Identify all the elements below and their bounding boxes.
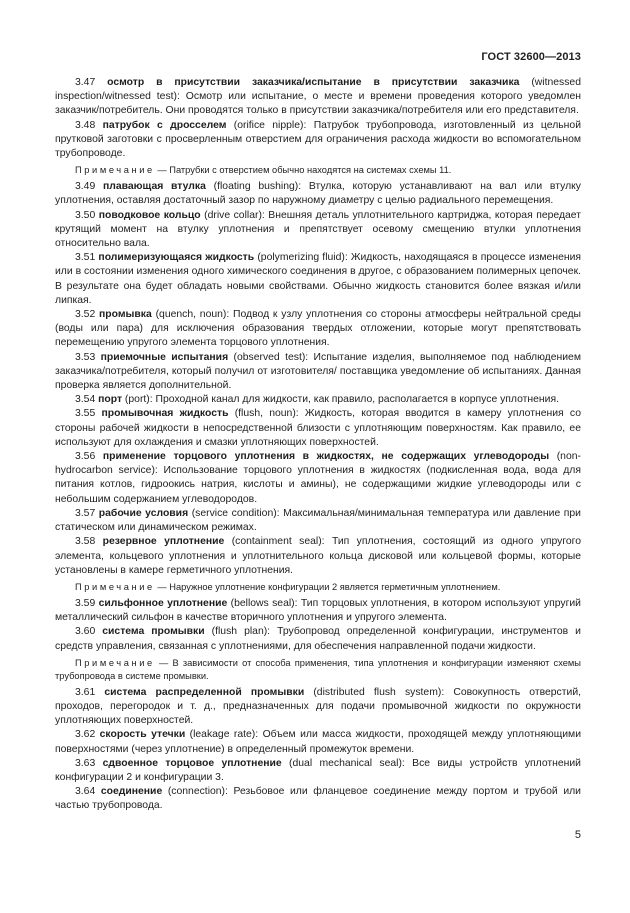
- entry-definition: (port): Проходной канал для жидкости, как правило, располагается в корпусе уплотнения.: [122, 394, 559, 406]
- entry-definition: (bellows seal): Тип торцовых уплотнения, в котором используют упругий металлический сильфон в качестве вторичного уплотнения и упругого элемента.: [55, 597, 581, 624]
- entry-definition: (floating bushing): Втулка, которую устанавливают на вал или втулку уплотнения, оставляя достаточный зазор по наружному диаметру с целью радиального перемещения.: [55, 181, 581, 207]
- page-number: 5: [574, 829, 581, 841]
- note: [55, 581, 581, 594]
- standard-header: ГОСТ 32600—2013: [481, 51, 581, 63]
- entry-term: осмотр в присутствии заказчика/испытание в присутствии заказчика: [107, 77, 520, 88]
- entry-term: применение торцового уплотнения в жидкостях, не содержащих углеводороды: [102, 451, 550, 463]
- definition-entry: [55, 76, 581, 119]
- definition-entry: [55, 597, 581, 625]
- entry-definition: (containment seal): Тип уплотнения, состоящий из одного упругого элемента, кольцевого уплотнения и уплотнительного кольца дисковой или кольцевой формы, которые установлены в камере герметичного уплотнения.: [55, 536, 581, 576]
- definition-entry: [55, 728, 581, 756]
- entry-definition: (witnessed inspection/witnessed test): Осмотр или испытание, о месте и времени проведения которого уведомлен заказчик/потребитель. Они проводятся только в присутствии заказчика/потребителя или его представителя.: [55, 77, 581, 117]
- entry-number: 3.58: [75, 536, 96, 548]
- entry-term: полимеризующаяся жидкость: [98, 252, 255, 264]
- entry-number: 3.48: [75, 119, 96, 131]
- entry-definition: (observed test): Испытание изделия, выполняемое под наблюдением заказчика/потребителя, который получил от изготовителя/ поставщика уведомление об испытаниях. Данная проверка является дополнительной.: [55, 351, 581, 392]
- definition-entry: [55, 535, 581, 578]
- definition-entry: [55, 351, 581, 394]
- definition-entry: [55, 686, 581, 729]
- definition-entry: [55, 209, 581, 252]
- definition-entry: [55, 119, 581, 162]
- entry-term: система распределенной промывки: [104, 686, 305, 698]
- definition-entry: [55, 785, 581, 813]
- note-text: — Наружное уплотнение конфигурации 2 является герметичным уплотнением.: [154, 581, 501, 592]
- entry-number: 3.56: [75, 451, 96, 463]
- entry-term: сдвоенное торцовое уплотнение: [102, 757, 282, 769]
- note-label: Примечание: [75, 581, 155, 592]
- entry-number: 3.64: [75, 786, 96, 798]
- entry-definition: (orifice nipple): Патрубок трубопровода, изготовленный из цельной прутковой заготовки с просверленным отверстием для ограничения расхода жидкости во вспомогательном трубопроводе.: [55, 119, 581, 160]
- entry-term: плавающая втулка: [103, 181, 206, 193]
- definition-entry: [55, 757, 581, 785]
- entry-term: скорость утечки: [99, 729, 186, 741]
- entry-term: приемочные испытания: [100, 351, 229, 363]
- entry-term: соединение: [100, 786, 163, 798]
- note-label: Примечание: [75, 165, 155, 176]
- entry-definition: (leakage rate): Объем или масса жидкости, проходящей между уплотняющими поверхностями (через уплотнение) в определенный промежуток времени.: [55, 729, 581, 755]
- entry-definition: (quench, noun): Подвод к узлу уплотнения со стороны атмосферы нейтральной среды (воды или пара) для исключения образования твердых отложении, которые могут препятствовать перемещению упругого элемента торцового уплотнения.: [55, 309, 582, 349]
- entry-number: 3.60: [75, 626, 96, 638]
- entry-definition: (non-hydrocarbon service): Использование торцового уплотнения в жидкостях (подкисленная вода, вода для питания котлов, гидроокись натрия, кислоты и амины), не содержащими жидкие углеводороды или с небольшим содержанием углеводородов.: [55, 451, 581, 505]
- entry-definition: (flush, noun): Жидкость, которая вводится в камеру уплотнения со стороны рабочей жидкости в непосредственной близости с уплотняющим поверхностям. Как правило, ее используют для охлаждения и смазки уплотняющих поверхностей.: [55, 408, 581, 448]
- entry-number: 3.57: [75, 507, 96, 519]
- entry-number: 3.50: [75, 209, 96, 221]
- entry-term: порт: [98, 394, 123, 406]
- note-text: — В зависимости от способа применения, типа уплотнения и конфигурации изменяют схемы трубопровода в системе промывки.: [55, 657, 581, 681]
- entry-term: патрубок с дросселем: [102, 119, 227, 131]
- note-text: — Патрубки с отверстием обычно находятся на системах схемы 11.: [154, 165, 452, 176]
- entry-number: 3.55: [75, 408, 96, 420]
- definitions-list: [55, 76, 581, 814]
- entry-term: резервное уплотнение: [102, 536, 225, 548]
- entry-definition: (service condition): Максимальная/минимальная температура или давление при статическом или динамическом режимах.: [55, 507, 581, 534]
- definition-entry: [55, 308, 581, 351]
- entry-term: поводковое кольцо: [98, 209, 201, 221]
- entry-number: 3.53: [75, 351, 96, 363]
- entry-term: система промывки: [102, 626, 205, 638]
- entry-definition: (distributed flush system): Совокупность отверстий, проходов, перегородок и т. д., предназначенных для подачи промывочной жидкости по окружности уплотняющих поверхностей.: [55, 686, 582, 727]
- entry-definition: (drive collar): Внешняя деталь уплотнительного картриджа, которая передает крутящий момент на втулку уплотнения и препятствует осевому смещению втулки уплотнения относительно вала.: [55, 209, 581, 250]
- entry-number: 3.61: [75, 686, 96, 698]
- note: [55, 164, 581, 177]
- note: [55, 657, 581, 683]
- entry-term: рабочие условия: [98, 507, 189, 519]
- entry-number: 3.49: [75, 181, 96, 193]
- entry-definition: (dual mechanical seal): Все виды устройств уплотнений конфигурации 2 и конфигурации 3.: [55, 757, 581, 783]
- entry-definition: (flush plan): Трубопровод определенной конфигурации, инструментов и средств управления, связанная с уплотнениями, для обеспечения направленной подачи жидкости.: [55, 626, 581, 652]
- definition-entry: [55, 180, 581, 208]
- entry-number: 3.51: [75, 252, 96, 264]
- entry-number: 3.54: [75, 394, 96, 406]
- definition-entry: [55, 393, 581, 407]
- entry-term: промывочная жидкость: [101, 408, 229, 420]
- definition-entry: [55, 407, 581, 450]
- definition-entry: [55, 251, 581, 308]
- entry-definition: (polymerizing fluid): Жидкость, находящаяся в процессе изменения или в состоянии изменения одного химического соединения в другое, с образованием полимерных цепочек. В результате она будет обладать новыми свойствами. Обычно жидкость становится более вязкая и/или липкая.: [55, 252, 582, 306]
- entry-number: 3.62: [75, 729, 96, 741]
- entry-definition: (connection): Резьбовое или фланцевое соединение между портом и трубой или частью трубопровода.: [55, 786, 581, 812]
- entry-number: 3.52: [75, 309, 96, 321]
- definition-entry: [55, 625, 581, 653]
- entry-number: 3.47: [75, 77, 96, 88]
- entry-number: 3.59: [75, 597, 96, 609]
- entry-term: сильфонное уплотнение: [98, 597, 228, 609]
- entry-term: промывка: [99, 309, 152, 321]
- definition-entry: [55, 450, 581, 507]
- entry-number: 3.63: [75, 757, 96, 769]
- definition-entry: [55, 507, 581, 535]
- note-label: Примечание: [75, 657, 155, 668]
